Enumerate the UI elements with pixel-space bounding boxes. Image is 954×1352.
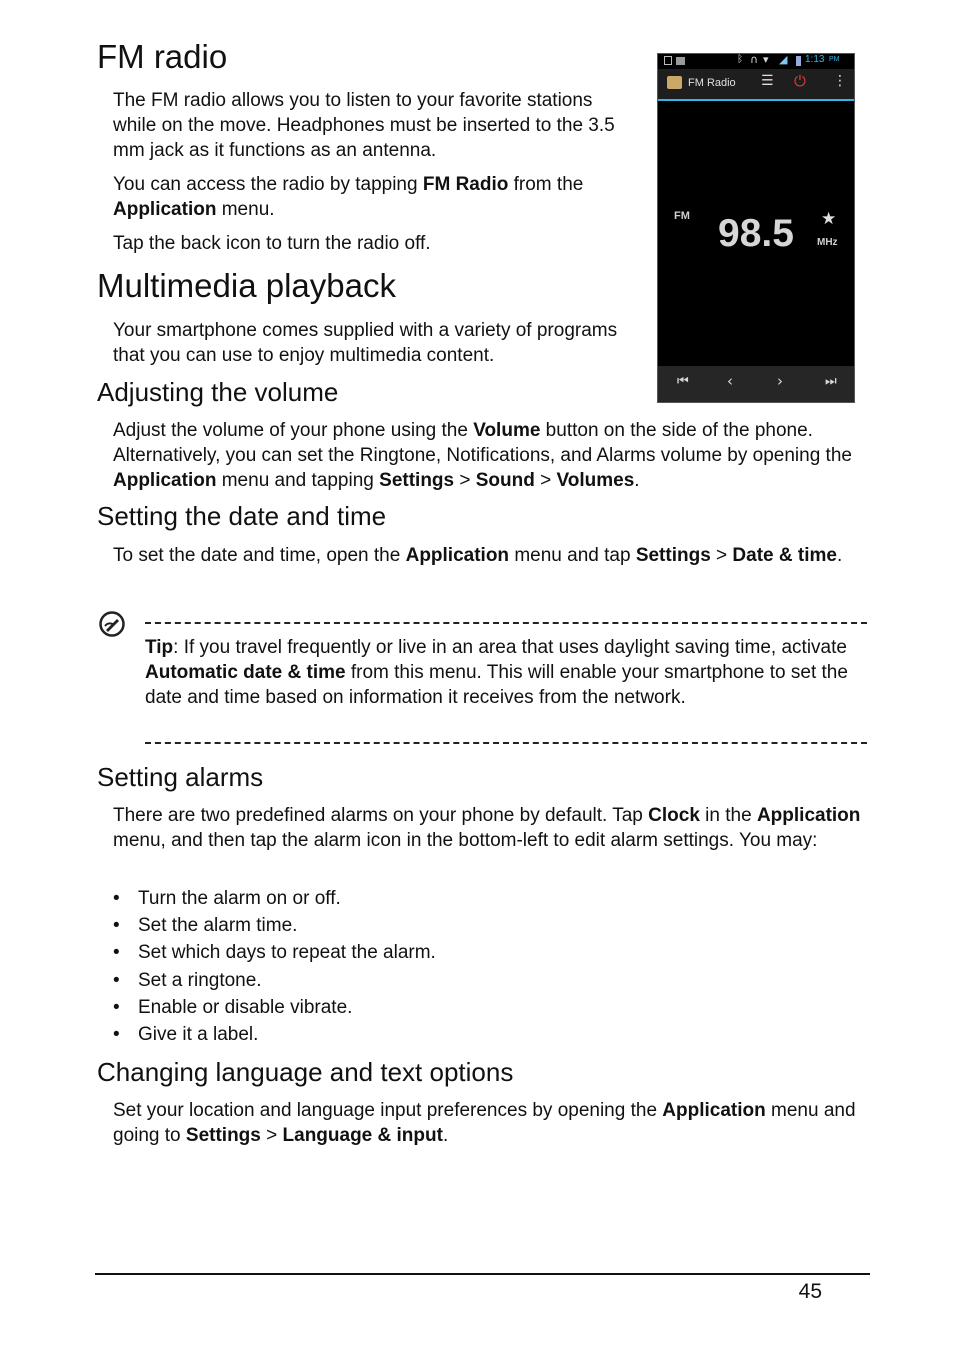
multimedia-intro: Your smartphone comes supplied with a variety of programs that you can use to enjoy multimedia content. xyxy=(113,320,618,366)
list-item: • Enable or disable vibrate. xyxy=(113,994,436,1021)
app-title-bar xyxy=(658,69,854,101)
band-label: FM xyxy=(674,210,690,222)
language-text: Set your location and language input preferences by opening the Application menu and going to Settings > Language & input. xyxy=(113,1100,856,1146)
list-item: • Turn the alarm on or off. xyxy=(113,885,436,912)
skip-previous-icon[interactable]: ⏮ xyxy=(677,374,689,389)
heading-fm-radio: FM radio xyxy=(97,38,228,75)
tip-top-divider xyxy=(145,622,867,624)
heading-date-time: Setting the date and time xyxy=(97,501,387,531)
date-time-text: To set the date and time, open the Application menu and tap Settings > Date & time. xyxy=(113,545,843,566)
heading-language: Changing language and text options xyxy=(97,1057,514,1087)
status-time: 1:13 xyxy=(805,54,825,65)
heading-alarms: Setting alarms xyxy=(97,762,264,792)
fm-radio-access: You can access the radio by tapping FM Radio from the Application menu. xyxy=(113,174,584,220)
alarm-options-list xyxy=(113,885,436,1048)
star-icon[interactable]: ★ xyxy=(821,209,837,229)
fm-radio-off: Tap the back icon to turn the radio off. xyxy=(113,233,431,254)
footer-rule xyxy=(95,1273,870,1275)
fm-radio-intro: The FM radio allows you to listen to your favorite stations while on the move. Headphones must be inserted to the 3.5 mm jack as it functions as an antenna. xyxy=(113,90,615,161)
volume-text: Adjust the volume of your phone using the Volume button on the side of the phone. Alternatively, you can set the Ringtone, Notifications, and Alarms volume by opening the Application menu and tapping Settings > Sound > Volumes. xyxy=(113,420,852,491)
radio-icon[interactable] xyxy=(667,76,682,89)
status-bar xyxy=(658,54,854,69)
bluetooth-icon: ᛒ xyxy=(737,54,743,65)
heading-volume: Adjusting the volume xyxy=(97,377,339,407)
signal-icon: ◢ xyxy=(779,53,788,66)
overflow-icon[interactable]: ⋮ xyxy=(833,73,847,89)
headphones-icon: ∩ xyxy=(750,53,759,66)
chevron-left-icon[interactable]: ‹ xyxy=(727,372,733,390)
frequency-display: 98.5 xyxy=(718,212,794,255)
heading-multimedia: Multimedia playback xyxy=(97,267,396,304)
wifi-icon: ▾ xyxy=(763,53,769,66)
tip-bottom-divider xyxy=(145,742,867,744)
list-item: • Set a ringtone. xyxy=(113,967,436,994)
note-pencil-icon xyxy=(98,610,126,638)
page-number: 45 xyxy=(798,1280,822,1303)
alarms-text: There are two predefined alarms on your phone by default. Tap Clock in the Application menu, and then tap the alarm icon in the bottom-left to edit alarm settings. You may: xyxy=(113,805,861,851)
app-title: FM Radio xyxy=(688,77,736,89)
list-item: • Set which days to repeat the alarm. xyxy=(113,939,436,966)
skip-next-icon[interactable]: ⏭ xyxy=(825,374,837,389)
status-ampm: PM xyxy=(829,56,840,63)
power-icon[interactable]: ⏻ xyxy=(794,72,806,90)
list-icon[interactable]: ☰ xyxy=(761,73,774,89)
chevron-right-icon[interactable]: › xyxy=(777,372,783,390)
tip-text: Tip: If you travel frequently or live in an area that uses daylight saving time, activate Automatic date & time from this menu. This will enable your smartphone to set the date and time based on information it receives from the network. xyxy=(145,637,848,708)
image-icon xyxy=(676,57,685,65)
frequency-unit: MHz xyxy=(817,237,838,248)
fm-radio-screenshot xyxy=(657,53,855,403)
sim-icon xyxy=(664,56,672,65)
battery-icon xyxy=(796,56,801,66)
list-item: • Set the alarm time. xyxy=(113,912,436,939)
list-item: • Give it a label. xyxy=(113,1021,436,1048)
playback-controls xyxy=(658,366,854,402)
